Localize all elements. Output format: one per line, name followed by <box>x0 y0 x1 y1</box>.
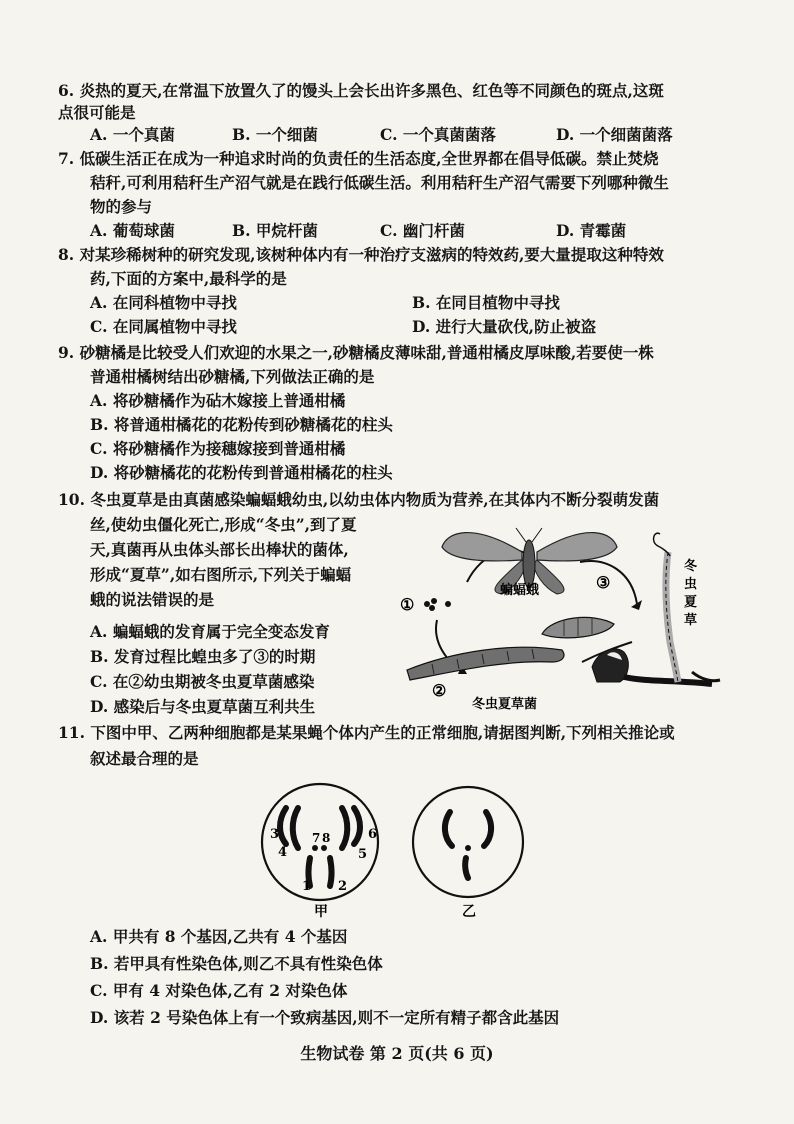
chromosome-8-label: 8 <box>322 831 331 845</box>
q11-option-a: A. 甲共有 8 个基因,乙共有 4 个基因 <box>90 927 348 946</box>
q6-option-a: A. 一个真菌 <box>90 125 175 144</box>
q6-option-c: C. 一个真菌菌落 <box>380 125 496 144</box>
moth-life-cycle-figure <box>392 512 722 722</box>
q6-option-d: D. 一个细菌菌落 <box>556 125 673 144</box>
cordyceps-label-2: 虫 <box>684 577 698 592</box>
q10-option-c: C. 在②幼虫期被冬虫夏草菌感染 <box>90 672 315 691</box>
chromosome-2-label: 2 <box>338 879 348 894</box>
chromosome-5-label: 5 <box>358 847 368 862</box>
q7-option-d: D. 青霉菌 <box>556 221 627 240</box>
q10-stem-line2: 丝,使幼虫僵化死亡,形成“冬虫”,到了夏 <box>90 515 357 534</box>
cell-diagram-figure <box>248 782 538 924</box>
q11-stem-line2: 叙述最合理的是 <box>90 749 199 768</box>
cordyceps-label-3: 夏 <box>684 595 698 610</box>
q8-stem-line2: 药,下面的方案中,最科学的是 <box>90 269 287 288</box>
eggs-icon <box>424 598 451 611</box>
q10-stem-line3: 天,真菌再从虫体头部长出棒状的菌体, <box>90 540 349 559</box>
page-footer: 生物试卷 第 2 页(共 6 页) <box>300 1044 494 1063</box>
q9-stem-line1: 9. 砂糖橘是比较受人们欢迎的水果之一,砂糖橘皮薄味甜,普通柑橘皮厚味酸,若要使一株 <box>58 343 654 362</box>
moth-label: 蝙蝠蛾 <box>500 583 540 598</box>
q9-stem-line2: 普通柑橘树结出砂糖橘,下列做法正确的是 <box>90 367 375 386</box>
q7-option-b: B. 甲烷杆菌 <box>232 221 318 240</box>
q10-stem-line1: 10. 冬虫夏草是由真菌感染蝙蝠蛾幼虫,以幼虫体内物质为营养,在其体内不断分裂萌发菌 <box>58 490 660 509</box>
q8-option-b: B. 在同目植物中寻找 <box>412 293 560 312</box>
q8-option-c: C. 在同属植物中寻找 <box>90 317 237 336</box>
q10-option-b: B. 发育过程比蝗虫多了③的时期 <box>90 647 316 666</box>
q6-stem-line2: 点很可能是 <box>58 103 136 122</box>
chromosome-7-label: 7 <box>312 831 321 845</box>
q9-option-a: A. 将砂糖橘作为砧木嫁接上普通柑橘 <box>90 391 346 410</box>
q11-option-b: B. 若甲具有性染色体,则乙不具有性染色体 <box>90 954 383 973</box>
fungus-label: 冬虫夏草菌 <box>472 697 538 712</box>
q8-stem-line1: 8. 对某珍稀树种的研究发现,该树种体内有一种治疗支滋病的特效药,要大量提取这种特效 <box>58 245 664 264</box>
q10-stem-line4: 形成“夏草”,如右图所示,下列关于蝙蝠 <box>90 565 352 584</box>
q7-option-a: A. 葡萄球菌 <box>90 221 175 240</box>
chromosome-4-label: 4 <box>278 845 288 860</box>
infected-larva-icon <box>592 649 720 684</box>
q11-option-c: C. 甲有 4 对染色体,乙有 2 对染色体 <box>90 981 348 1000</box>
q9-option-b: B. 将普通柑橘花的花粉传到砂糖橘花的柱头 <box>90 415 393 434</box>
stage-3-label: ③ <box>596 573 611 592</box>
chromosome-1-label: 1 <box>302 879 312 894</box>
cell-a-label: 甲 <box>314 904 328 920</box>
larva-icon <box>407 647 564 680</box>
cell-b <box>413 787 523 897</box>
q11-option-d: D. 该若 2 号染色体上有一个致病基因,则不一定所有精子都含此基因 <box>90 1008 560 1027</box>
q10-option-a: A. 蝙蝠蛾的发育属于完全变态发育 <box>90 622 330 641</box>
q8-option-a: A. 在同科植物中寻找 <box>90 293 237 312</box>
q9-option-c: C. 将砂糖橘作为接穗嫁接到普通柑橘 <box>90 439 346 458</box>
q8-option-d: D. 进行大量砍伐,防止被盗 <box>412 317 597 336</box>
chromosome-6-label: 6 <box>368 827 378 842</box>
q11-stem-line1: 11. 下图中甲、乙两种细胞都是某果蝇个体内产生的正常细胞,请据图判断,下列相关推论或 <box>58 723 675 742</box>
q7-stem-line3: 物的参与 <box>90 197 153 216</box>
q9-option-d: D. 将砂糖橘花的花粉传到普通柑橘花的柱头 <box>90 463 393 482</box>
pupa-icon <box>542 617 614 638</box>
q10-stem-line5: 蛾的说法错误的是 <box>90 590 215 609</box>
q7-stem-line1: 7. 低碳生活正在成为一种追求时尚的负责任的生活态度,全世界都在倡导低碳。禁止焚烧 <box>58 149 659 168</box>
stage-2-label: ② <box>432 681 447 700</box>
q7-option-c: C. 幽门杆菌 <box>380 221 465 240</box>
q10-option-d: D. 感染后与冬虫夏草菌互利共生 <box>90 697 316 716</box>
q6-stem-line1: 6. 炎热的夏天,在常温下放置久了的馒头上会长出许多黑色、红色等不同颜色的斑点,这斑 <box>58 81 664 100</box>
cell-b-label: 乙 <box>462 904 476 920</box>
cordyceps-label-1: 冬 <box>684 559 698 574</box>
cordyceps-label-4: 草 <box>684 613 698 628</box>
stage-1-label: ① <box>400 595 415 614</box>
q7-stem-line2: 秸秆,可利用秸秆生产沼气就是在践行低碳生活。利用秸秆生产沼气需要下列哪种微生 <box>90 173 669 192</box>
q6-option-b: B. 一个细菌 <box>232 125 318 144</box>
chromosome-3-label: 3 <box>270 827 280 842</box>
cordyceps-icon <box>654 533 678 682</box>
